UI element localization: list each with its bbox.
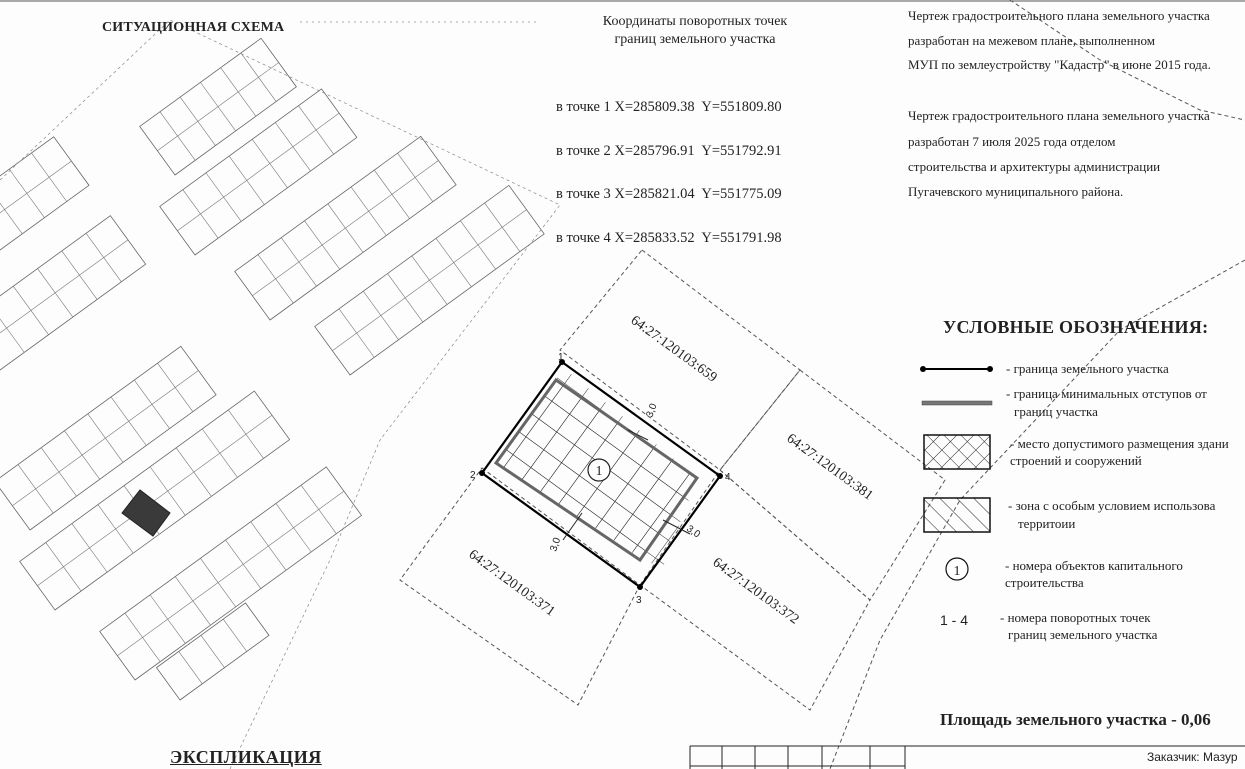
legend-points-text-1: - номера поворотных точек <box>1000 610 1151 625</box>
site-block <box>0 137 89 250</box>
site-block-divider <box>332 210 526 351</box>
legend-setback-text-1: - граница минимальных отступов от <box>1006 386 1207 401</box>
coordinate-point-3: в точке 3 X=285821.04 Y=551775.09 <box>556 186 782 202</box>
setback-value-right: 3,0 <box>684 523 702 541</box>
legend-title: УСЛОВНЫЕ ОБОЗНАЧЕНИЯ: <box>943 317 1209 337</box>
coordinate-point-2: в точке 2 X=285796.91 Y=551792.91 <box>556 142 782 159</box>
land-plot <box>479 359 723 590</box>
legend-boundary-dot-left <box>920 366 926 372</box>
note-line-3: МУП по землеустройству "Кадастр" в июне 2015 года. <box>908 57 1211 72</box>
neighbour-parcel-right <box>720 370 945 600</box>
legend-building-text-2: строений и сооружений <box>1010 453 1142 468</box>
coordinates-heading-line1: Координаты поворотных точек <box>602 14 788 29</box>
note-line-5: разработан 7 июля 2025 года отделом <box>908 134 1116 149</box>
legend-points-symbol: 1 - 4 <box>940 612 969 628</box>
coordinate-point-1: в точке 1 X=285809.38 Y=551809.80 <box>556 99 782 115</box>
legend-zone-text-2: территоии <box>1018 516 1076 531</box>
note-line-6: строительства и архитектуры администрации <box>908 159 1161 174</box>
coordinates-heading-line2: границ земельного участка <box>614 32 776 47</box>
legend-boundary-text: - граница земельного участка <box>1006 361 1169 376</box>
legend-setback-symbol <box>922 401 992 405</box>
site-block-divider <box>157 63 278 151</box>
point-4-marker <box>717 473 723 479</box>
site-block-divider <box>179 651 203 683</box>
legend-special-zone-symbol <box>924 498 990 532</box>
point-3-marker <box>637 584 643 590</box>
note-line-7: Пугачевского муниципального района. <box>908 184 1124 199</box>
legend-points-text-2: границ земельного участка <box>1008 627 1158 642</box>
site-block <box>0 216 146 370</box>
cadastral-label-right: 64:27:120103:381 <box>783 431 876 504</box>
setback-value-top: 3,0 <box>644 402 660 420</box>
site-block-divider <box>0 240 128 346</box>
site-block <box>0 346 216 530</box>
point-label-2: 2 <box>470 470 476 481</box>
situation-scheme-blocks <box>0 20 560 769</box>
object-number: 1 <box>595 464 603 479</box>
plot-area-text: Площадь земельного участка - 0,06 <box>940 710 1211 729</box>
site-block-divider <box>0 304 24 353</box>
coordinate-point-4: в точке 4 X=285833.52 Y=551791.98 <box>556 229 782 246</box>
point-label-4: 4 <box>725 472 731 483</box>
setback-value-bottom: 3,0 <box>548 536 564 553</box>
site-block-divider <box>252 161 438 296</box>
explication-title: ЭКСПЛИКАЦИЯ <box>170 747 322 767</box>
cadastral-label-top: 64:27:120103:659 <box>627 313 720 386</box>
site-block-divider <box>223 619 247 651</box>
cadastral-label-bottom-left: 64:27:120103:371 <box>465 547 558 620</box>
legend-object-text-1: - номера объектов капитального <box>1005 558 1183 573</box>
quarter-outline <box>0 20 560 769</box>
legend-boundary-dot-right <box>987 366 993 372</box>
highlighted-parcel-marker <box>122 490 170 536</box>
legend-symbols <box>920 366 993 580</box>
legend-object-text-2: строительства <box>1005 575 1084 590</box>
cadastral-label-bottom-right: 64:27:120103:372 <box>709 555 802 628</box>
note-line-4: Чертеж градостроительного плана земельного участка <box>908 108 1210 123</box>
point-label-3: 3 <box>636 595 642 606</box>
note-line-1: Чертеж градостроительного плана земельного участка <box>908 8 1210 23</box>
legend-building-area-symbol <box>924 435 990 469</box>
site-block-divider <box>12 371 198 506</box>
legend-setback-text-2: границ участка <box>1014 404 1098 419</box>
legend-zone-text-1: - зона с особым условием использова <box>1008 498 1216 513</box>
situation-scheme-title: СИТУАЦИОННАЯ СХЕМА <box>102 20 285 35</box>
point-label-1: 1 <box>558 352 564 363</box>
legend-object-number: 1 <box>953 564 961 579</box>
coordinates-list <box>556 71 782 260</box>
setback-tick-bottom <box>563 513 582 540</box>
site-block-divider <box>201 635 225 667</box>
coordinates-heading <box>560 13 830 49</box>
note-line-2: разработан на межевом плане, выполненном <box>908 33 1155 48</box>
site-block-divider <box>37 415 272 585</box>
site-block-divider <box>0 185 22 234</box>
point-2-marker <box>479 470 485 476</box>
customer-text: Заказчик: Мазур <box>1147 750 1238 764</box>
legend-building-text-1: - место допустимого размещения здани <box>1010 436 1229 451</box>
